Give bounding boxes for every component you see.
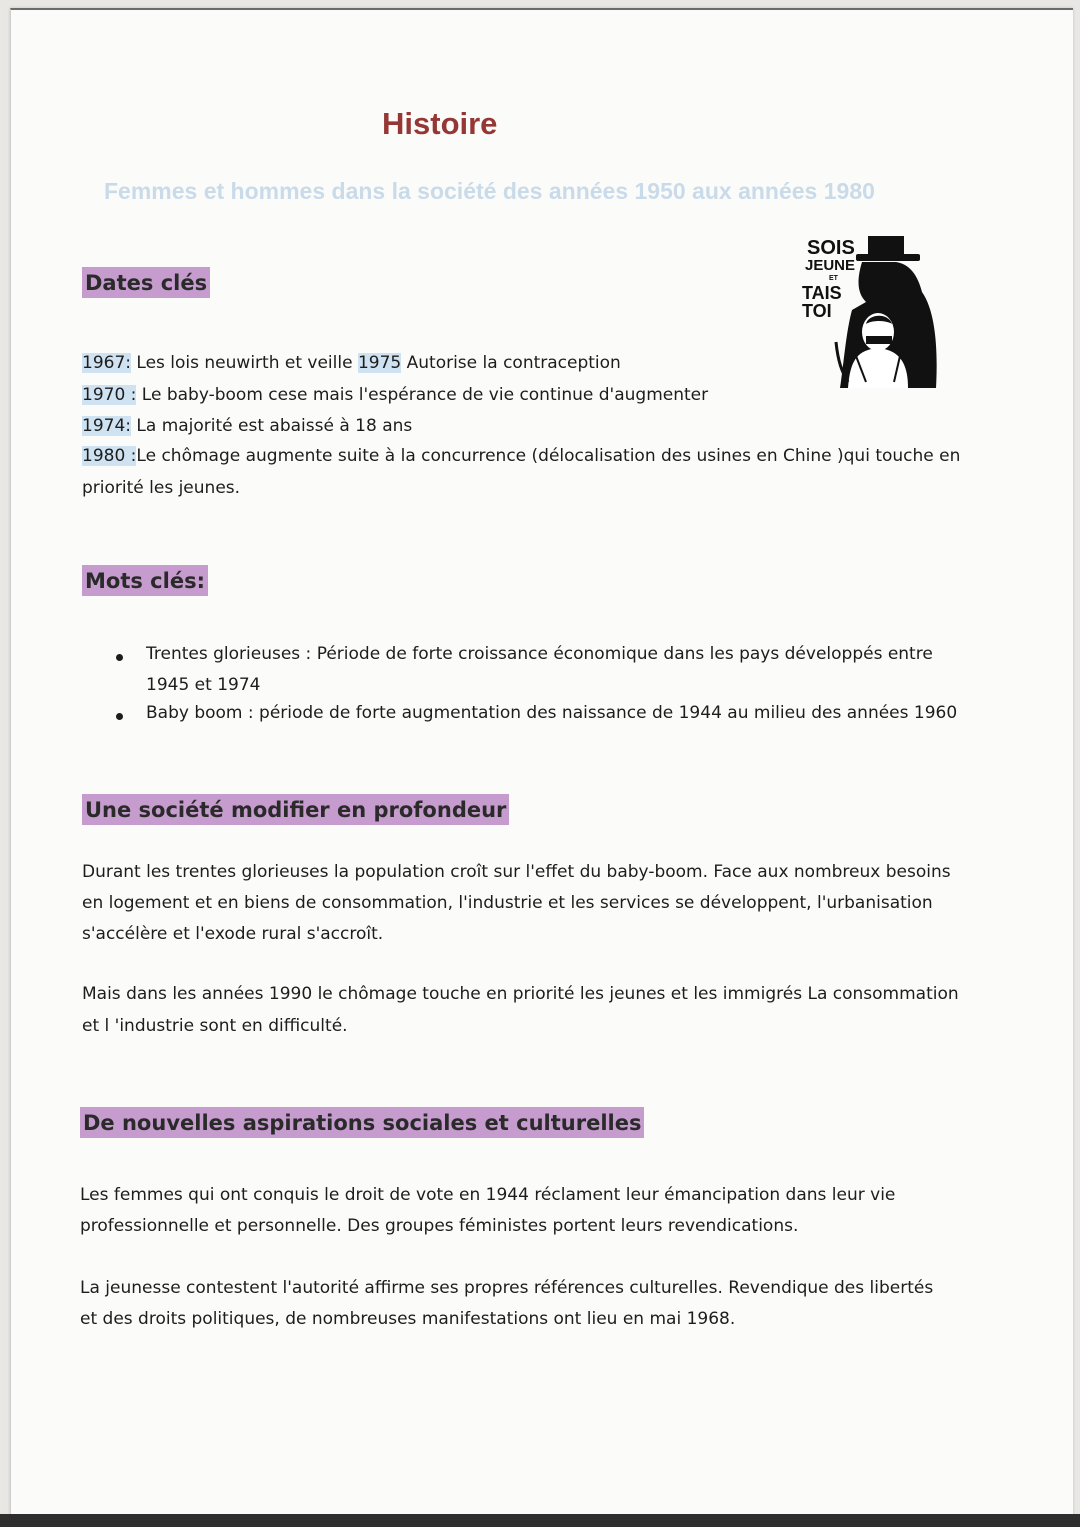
societe-p1-line2: en logement et en biens de consommation, l'industrie et les services se développent, l'urbanisation [82, 893, 933, 913]
poster-word-et: ET [829, 275, 838, 282]
date-year: 1967: [82, 353, 131, 373]
date-line-1967 [82, 353, 621, 373]
date-text: Le baby-boom cese mais l'espérance de vie continue d'augmenter [136, 385, 709, 405]
mot-trentes-glorieuses-cont: 1945 et 1974 [146, 675, 261, 695]
mot-trentes-glorieuses: Trentes glorieuses : Période de forte croissance économique dans les pays développés entre [146, 644, 933, 664]
aspirations-p1-line2: professionnelle et personnelle. Des groupes féministes portent leurs revendications. [80, 1216, 799, 1236]
page-subtitle: Femmes et hommes dans la société des années 1950 aux années 1980 [104, 178, 875, 204]
date-line-1980-cont: priorité les jeunes. [82, 478, 241, 498]
societe-p1-line1: Durant les trentes glorieuses la population croît sur l'effet du baby-boom. Face aux nombreux besoins [82, 862, 951, 882]
scan-edge [0, 1514, 1080, 1527]
aspirations-p2-line2: et des droits politiques, de nombreuses manifestations ont lieu en mai 1968. [80, 1309, 736, 1329]
poster-word-sois: SOIS [807, 237, 855, 259]
heading-aspirations: De nouvelles aspirations sociales et culturelles [80, 1107, 644, 1138]
societe-p1-line3: s'accélère et l'exode rural s'accroît. [82, 924, 384, 944]
date-line-1970 [82, 385, 708, 405]
mot-baby-boom: Baby boom : période de forte augmentation des naissance de 1944 au milieu des années 1960 [146, 703, 958, 723]
societe-p2-line1: Mais dans les années 1990 le chômage touche en priorité les jeunes et les immigrés La consommation [82, 984, 959, 1004]
date-year: 1975 [357, 353, 402, 373]
bullet-icon [116, 654, 123, 661]
date-year: 1980 : [82, 446, 137, 466]
date-text: La majorité est abaissé à 18 ans [131, 416, 413, 436]
societe-p2-line2: et l 'industrie sont en difficulté. [82, 1016, 348, 1036]
poster-word-toi: TOI [802, 301, 832, 321]
poster-word-tais: TAIS [802, 283, 842, 303]
poster-illustration [796, 232, 942, 392]
aspirations-p1-line1: Les femmes qui ont conquis le droit de vote en 1944 réclament leur émancipation dans leur vie [80, 1185, 896, 1205]
date-text: Le chômage augmente suite à la concurrence (délocalisation des usines en Chine )qui touche en [136, 446, 961, 466]
bullet-icon [116, 713, 123, 720]
aspirations-p2-line1: La jeunesse contestent l'autorité affirme ses propres références culturelles. Revendique des libertés [80, 1278, 934, 1298]
heading-dates-cles: Dates clés [82, 267, 210, 298]
heading-mots-cles: Mots clés: [82, 565, 208, 596]
page-title: Histoire [382, 106, 498, 141]
heading-societe: Une société modifier en profondeur [82, 794, 509, 825]
date-year: 1974: [82, 416, 131, 436]
date-text: Les lois neuwirth et veille [131, 353, 358, 373]
date-line-1974 [82, 416, 412, 436]
date-year: 1970 : [82, 385, 137, 405]
date-text: Autorise la contraception [401, 353, 621, 373]
poster-word-jeune: JEUNE [805, 257, 856, 274]
date-line-1980 [82, 446, 960, 466]
